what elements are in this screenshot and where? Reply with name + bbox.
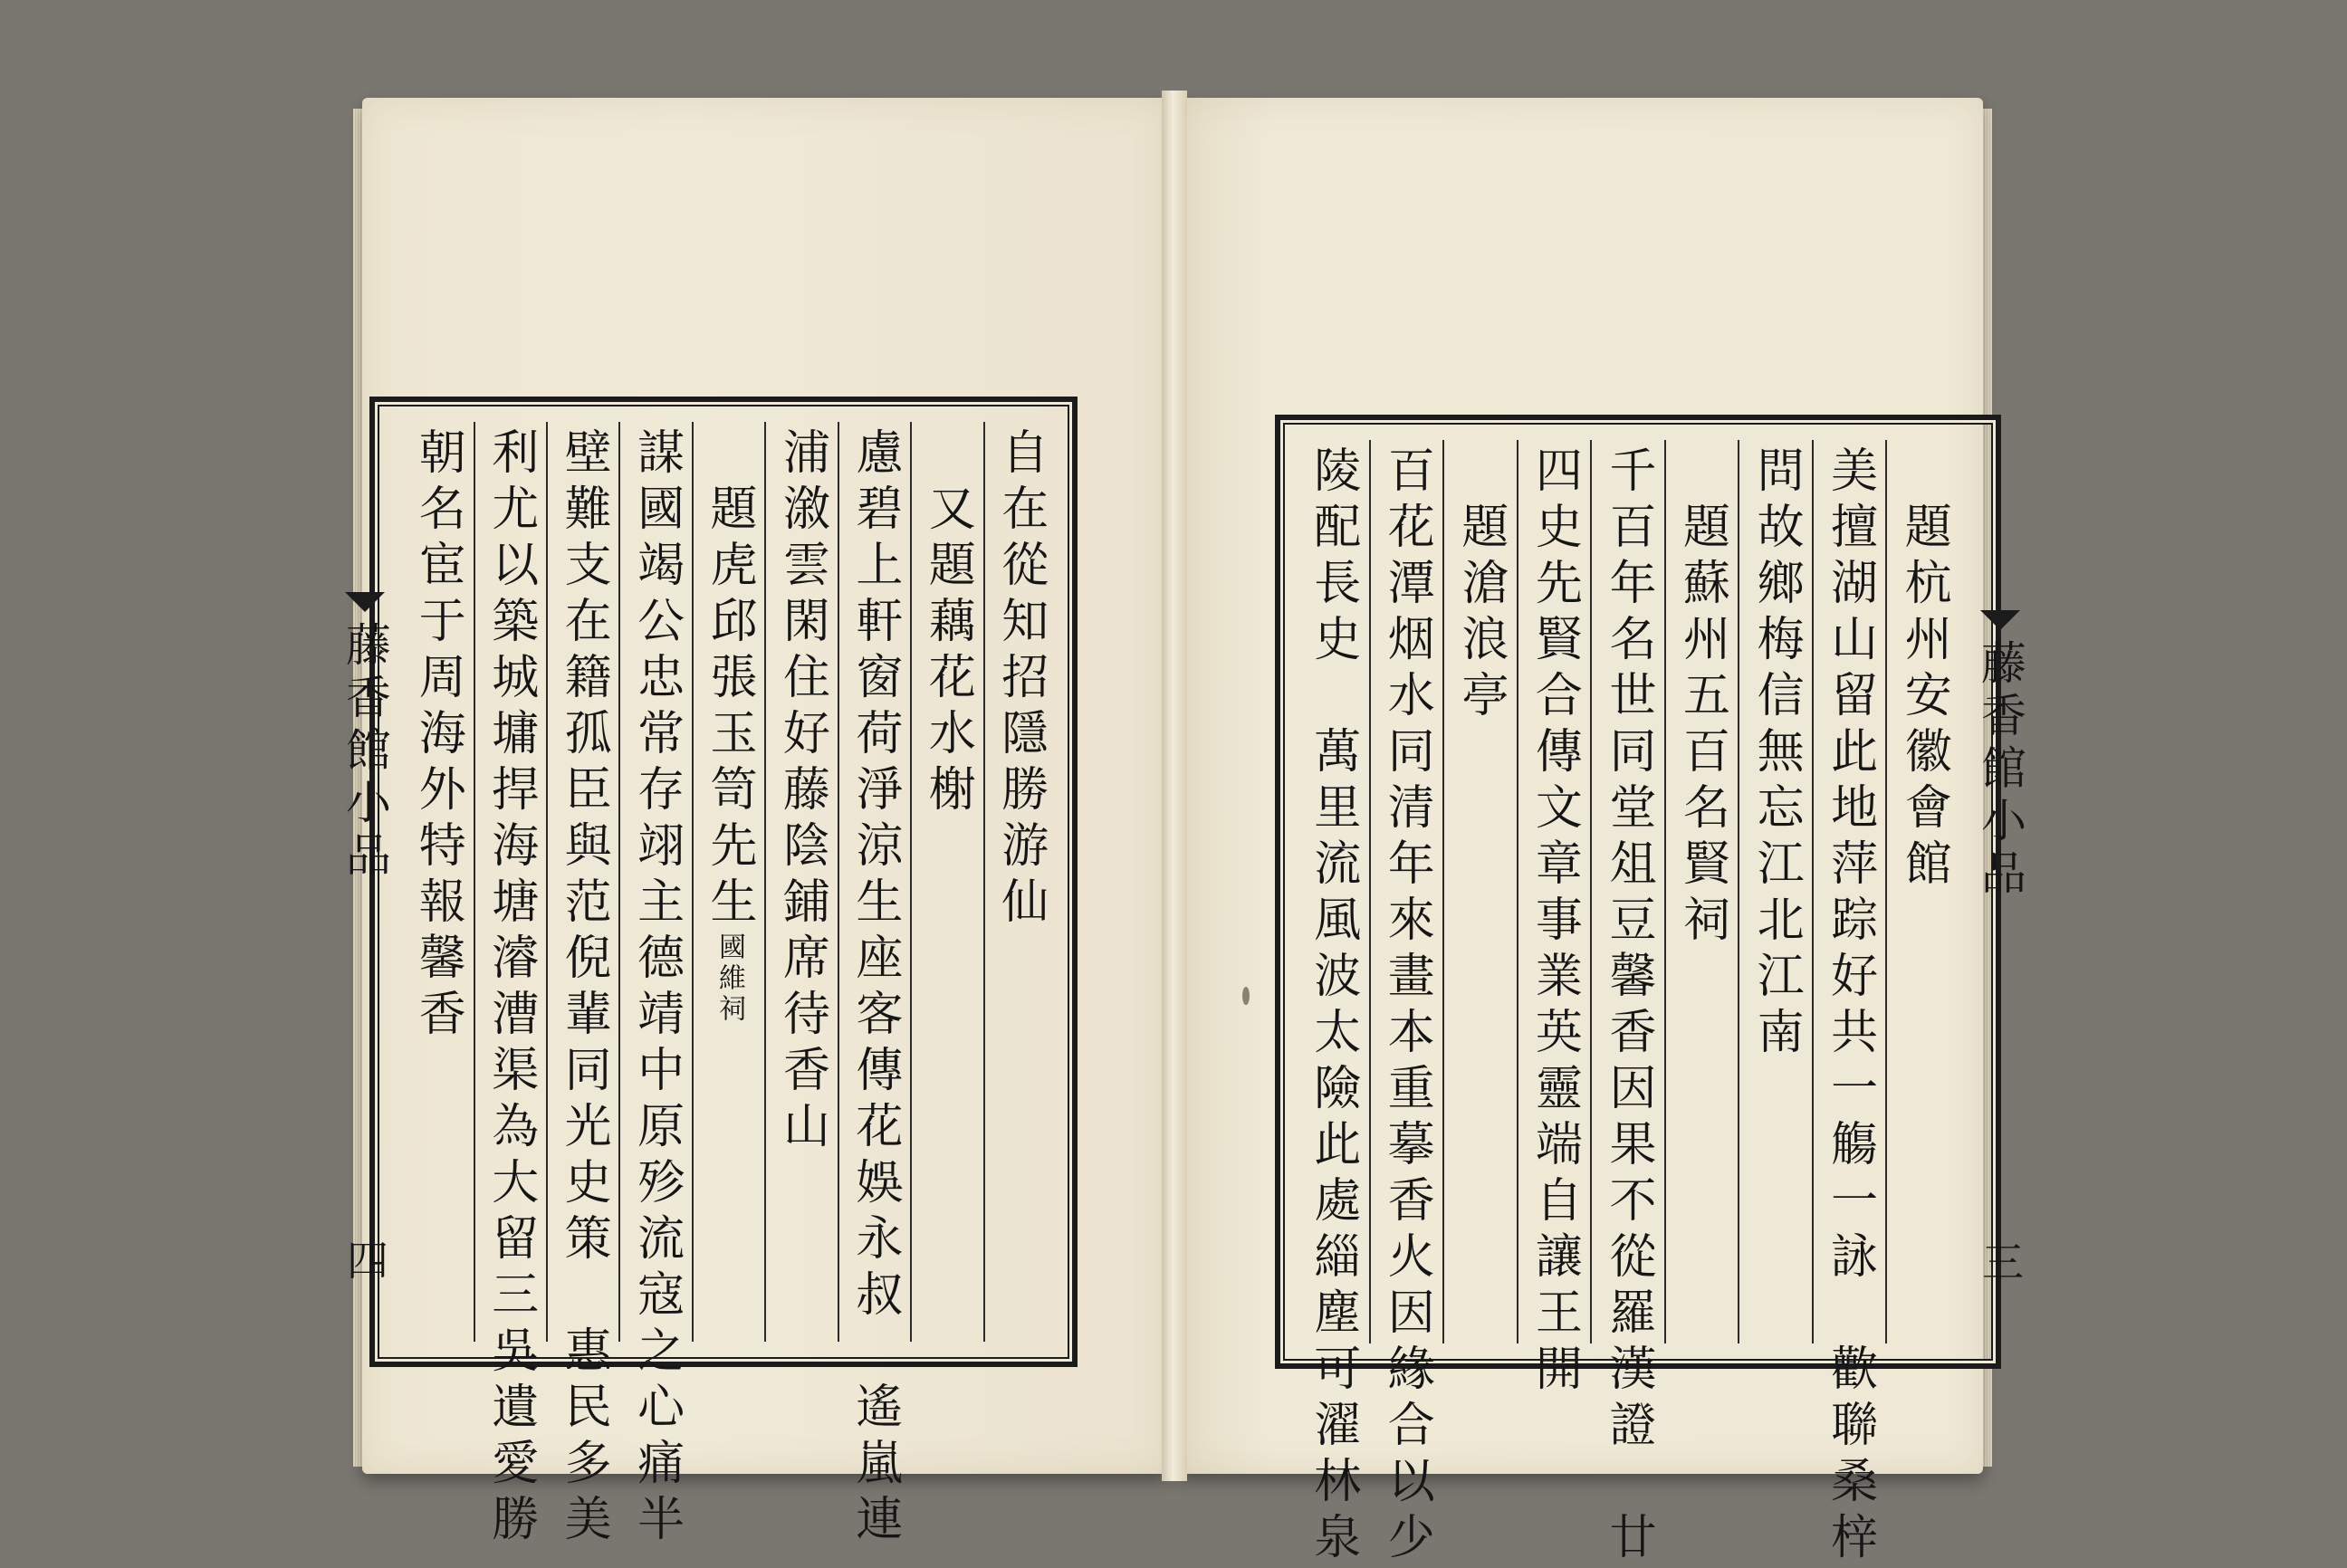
column-text: 壁難支在籍孤臣與范倪輩同光史策 惠民多美 — [556, 427, 611, 1550]
column-text: 自在從知招隱勝游仙 — [992, 427, 1048, 932]
right-fold-title: 藤香館小品 — [1974, 639, 2026, 902]
text-column — [1885, 440, 1959, 1343]
left-page-number: 四 — [340, 1238, 389, 1280]
column-text: 題蘇州五百名賢祠 — [1674, 502, 1729, 951]
column-note: 國維祠 — [714, 932, 746, 1025]
text-column — [764, 422, 837, 1342]
text-column — [983, 422, 1056, 1342]
column-text: 百花潭烟水同清年來畫本重摹香火因緣合以少 — [1379, 445, 1434, 1568]
text-column — [692, 422, 764, 1342]
column-text: 美擅湖山留此地萍踪好共一觴一詠 歡聯桑梓 — [1822, 445, 1877, 1568]
column-text: 題虎邱張玉笥先生 — [702, 483, 757, 932]
text-column — [1812, 440, 1886, 1568]
text-column — [1738, 440, 1812, 1343]
left-text-frame — [339, 397, 1078, 1550]
book-gutter — [1162, 91, 1187, 1481]
column-text: 陵配長史 萬里流風波太險此處緇塵可濯林泉 — [1305, 445, 1360, 1568]
column-text: 四史先賢合傳文章事業英靈端自讓王開 — [1527, 445, 1582, 1400]
text-column — [1664, 440, 1739, 1343]
column-text: 利尤以築城墉捍海塘濬漕渠為大留三吳遺愛勝 — [483, 427, 538, 1550]
column-text: 又題藕花水榭 — [920, 483, 975, 820]
text-column — [474, 422, 546, 1550]
column-text: 千百年名世同堂俎豆馨香因果不從羅漢證 廿 — [1600, 445, 1655, 1568]
text-column — [402, 422, 473, 1342]
column-text: 慮碧上軒窗荷淨涼生座客傳花娛永叔 遙嵐連 — [847, 427, 902, 1550]
fish-tail-mark-icon — [345, 592, 385, 612]
text-column — [1442, 440, 1517, 1343]
column-text: 謀國竭公忠常存翊主德靖中原殄流寇之心痛半 — [628, 427, 684, 1550]
left-fold-title: 藤香館小品 — [339, 621, 391, 884]
fish-tail-mark-icon — [1980, 610, 2020, 630]
column-text: 浦漵雲閑住好藤陰鋪席待香山 — [774, 427, 829, 1157]
column-text: 朝名宦于周海外特報馨香 — [410, 427, 465, 1045]
right-columns — [1297, 440, 1959, 1568]
paper-blemish — [1242, 987, 1250, 1005]
text-column — [838, 422, 910, 1550]
right-page-number: 三 — [1976, 1240, 2025, 1282]
right-fold-margin — [1969, 429, 2032, 1354]
text-column — [1369, 440, 1443, 1568]
left-fold-margin — [333, 411, 397, 1353]
column-text: 題滄浪亭 — [1452, 502, 1508, 726]
text-column — [1590, 440, 1664, 1568]
text-column — [910, 422, 982, 1342]
text-column — [1517, 440, 1591, 1400]
column-text: 問故鄉梅信無忘江北江南 — [1748, 445, 1804, 1063]
left-columns — [402, 422, 1056, 1550]
text-column — [546, 422, 618, 1550]
column-text: 題杭州安徽會館 — [1896, 502, 1951, 894]
text-column — [1297, 440, 1369, 1568]
right-text-frame — [1275, 415, 2026, 1568]
text-column — [618, 422, 691, 1550]
